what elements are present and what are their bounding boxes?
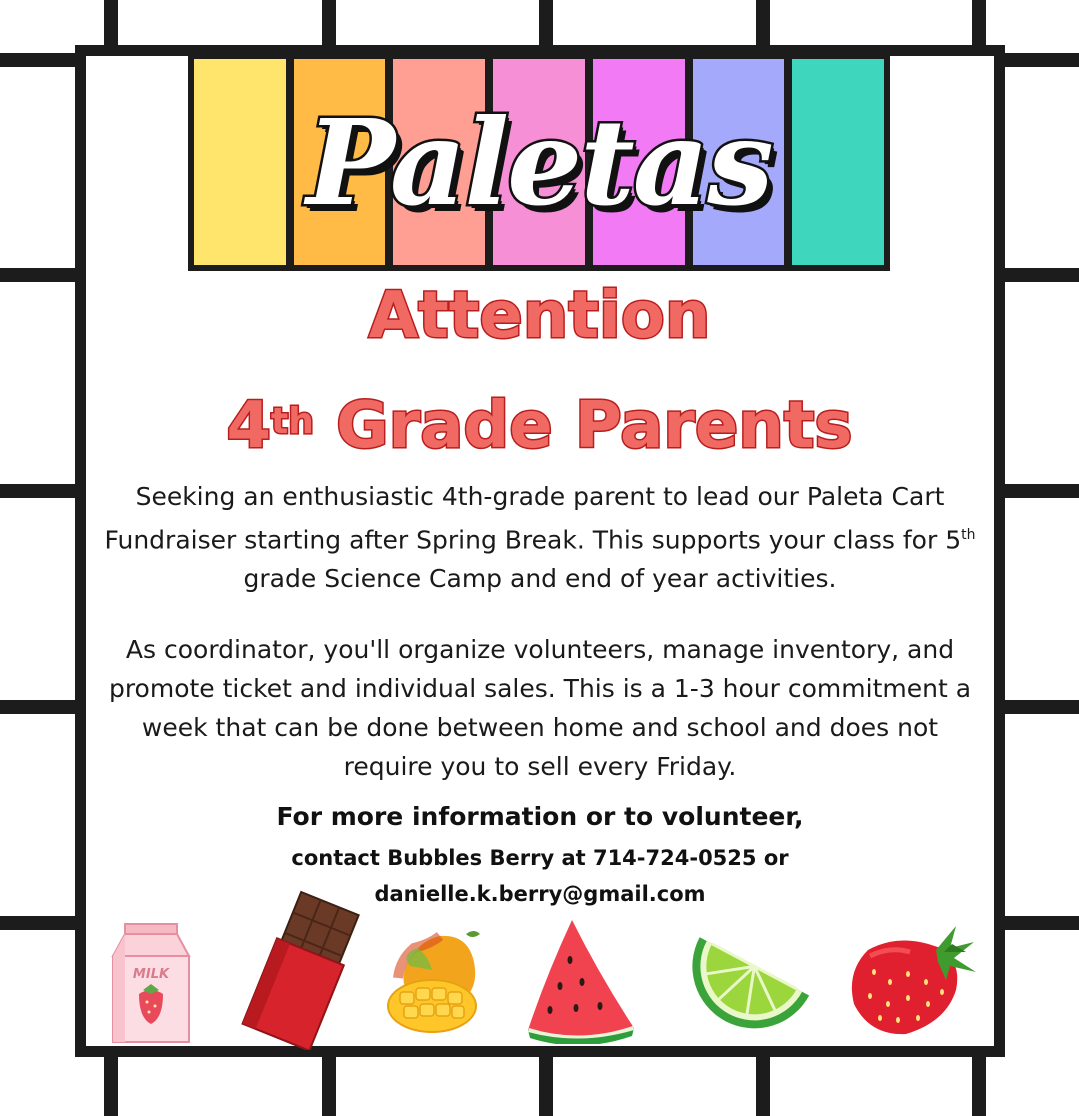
contact-phone-line: contact Bubbles Berry at 714-724-0525 or [291,846,789,870]
mango-icon [370,926,490,1036]
watermelon-slice-icon [520,916,640,1044]
treats-row [95,912,985,1047]
strawberry-icon [840,922,980,1042]
logo-text: Paletas [306,92,772,232]
intro-text-b: grade Science Camp and end of year activities. [243,564,837,594]
headline-grade-suffix: th [271,401,314,442]
intro-paragraph [95,477,985,598]
svg-text:MILK: MILK [132,967,170,982]
headline-attention: Attention [368,279,711,353]
headline-grade-number: 4 [226,389,272,463]
contact-email: danielle.k.berry@gmail.com [374,882,706,906]
paletas-logo [188,53,890,271]
intro-sup: th [961,527,976,543]
headline-grade-parents [0,386,1079,466]
coordinator-paragraph: As coordinator, you'll organize volunteers, manage inventory, and promote ticket and individual sales. This is a 1-3 hour commitment a week that can be done between home and school and does not require you to sell every Friday. [108,635,972,781]
intro-text-a: Seeking an enthusiastic 4th-grade parent to lead our Paleta Cart Fundraiser starting after Spring Break. This supports your class for 5 [104,482,962,555]
chocolate-bar-icon [237,890,367,1050]
headline-grade-rest: Grade Parents [313,389,853,463]
lime-slice-icon [675,924,815,1044]
strawberry-milk-carton-icon [105,916,197,1046]
contact-heading: For more information or to volunteer, [276,802,804,831]
